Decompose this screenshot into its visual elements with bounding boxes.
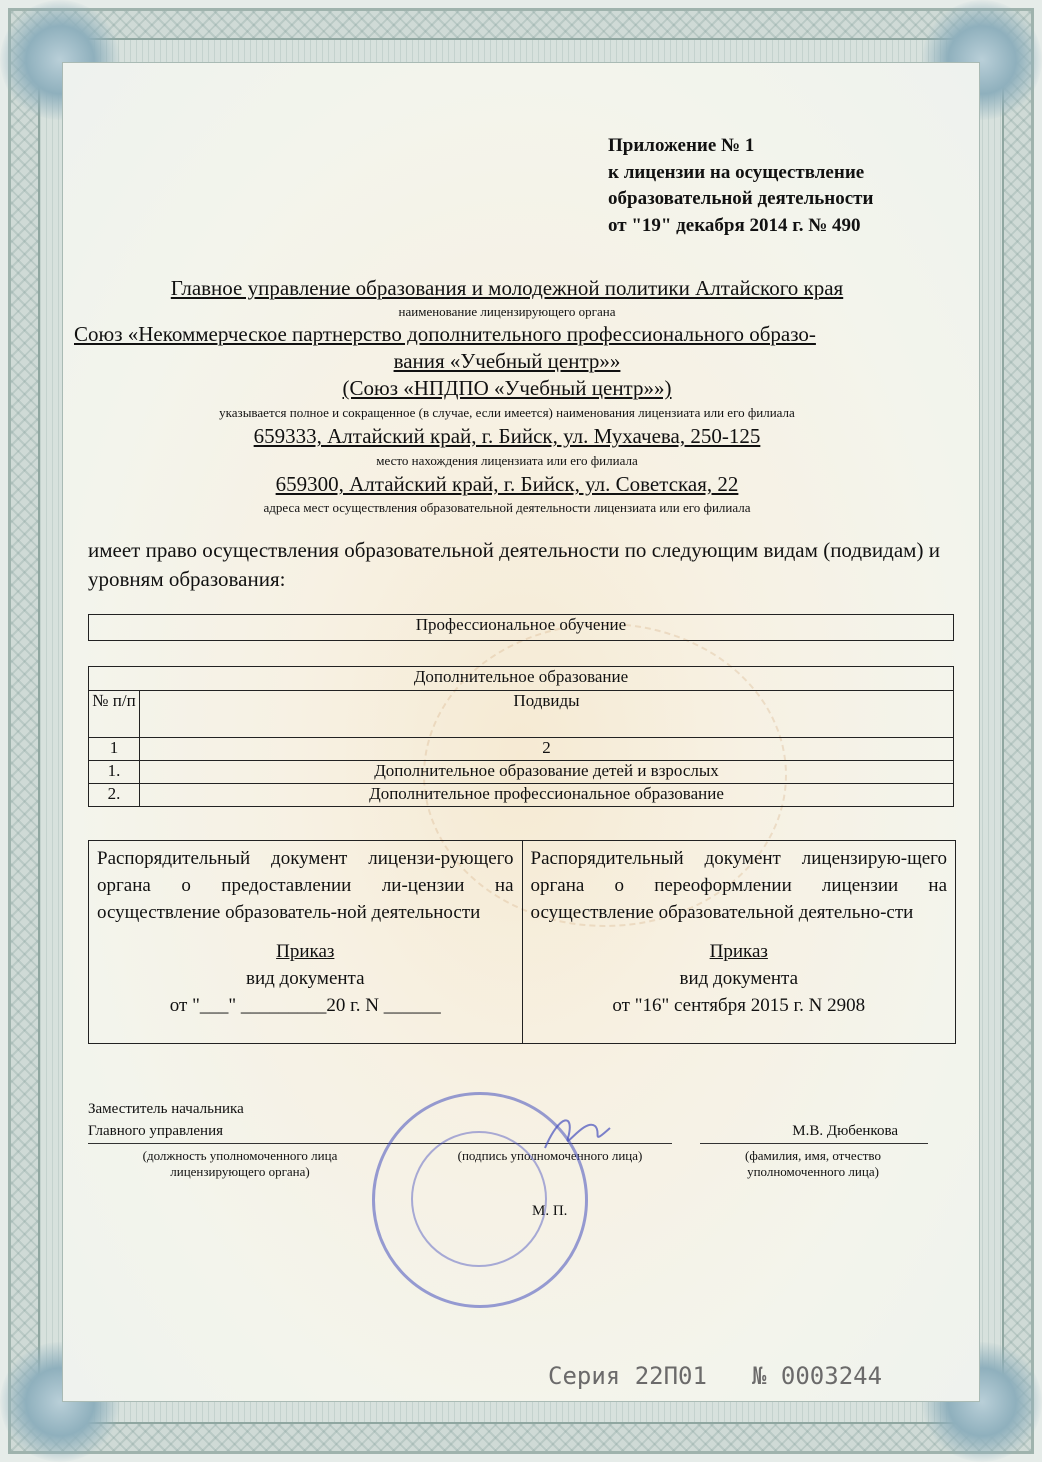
reissue-document-type: Приказ [709, 941, 768, 962]
name-caption: (фамилия, имя, отчество уполномоченного лица) [745, 1148, 881, 1179]
grant-document-date: от "___" _________20 г. N ______ [169, 995, 441, 1016]
name-rule [700, 1143, 928, 1144]
authority-name: Главное управление образования и молодежной политики Алтайского края [170, 276, 844, 300]
additional-education-table [88, 666, 954, 807]
num-row-cell: 1 [89, 738, 140, 761]
appendix-line: образовательной деятельности [608, 188, 874, 209]
form-number: № 0003244 [752, 1362, 883, 1390]
activity-address: 659300, Алтайский край, г. Бийск, ул. Советская, 22 [275, 472, 739, 496]
position-caption: (должность уполномоченного лица лицензирующего органа) [142, 1148, 338, 1179]
licensee-short-name: (Союз «НПДПО «Учебный центр»») [342, 376, 672, 400]
signature-caption: (подпись уполномоченного лица) [457, 1148, 643, 1163]
grant-document-desc: Распорядительный документ лицензи-рующего органа о предоставлении ли-цензии на осуществление образователь-ной деятельности [97, 848, 514, 923]
grant-document-type: Приказ [276, 941, 335, 962]
prof-training-cell: Профессиональное обучение [89, 615, 954, 641]
grant-document-type-caption: вид документа [245, 968, 365, 989]
signer-name: М.В. Дюбенкова [792, 1123, 898, 1139]
licensee-address: 659333, Алтайский край, г. Бийск, ул. Мухачева, 250-125 [253, 424, 761, 448]
activity-address-caption: адреса мест осуществления образовательной деятельности лицензиата или его филиала [263, 500, 751, 515]
table-row [89, 784, 954, 807]
appendix-line: к лицензии на осуществление [608, 161, 865, 183]
appendix-header [608, 133, 873, 239]
signer-position-line: Главного управления [88, 1123, 223, 1139]
documents-box [88, 840, 956, 1044]
handwritten-signature [540, 1108, 620, 1158]
col-number-header: № п/п [89, 691, 140, 738]
stamp-place: М. П. [532, 1203, 568, 1219]
reissue-document-type-caption: вид документа [679, 968, 799, 989]
rights-statement: имеет право осуществления образовательной деятельности по следующим видам (подвидам) и уровням образования: [88, 538, 940, 591]
num-row-cell: 2 [140, 738, 954, 761]
table-row [89, 761, 954, 784]
address-caption: место нахождения лицензиата или его филиала [376, 453, 638, 468]
row-number: 1. [89, 761, 140, 784]
col-subtypes-header: Подвиды [140, 691, 954, 738]
appendix-line: Приложение № 1 [608, 135, 755, 156]
licensee-name-line2: вания «Учебный центр»» [393, 349, 621, 373]
reissue-document [522, 841, 956, 1043]
authority-caption: наименование лицензирующего органа [398, 304, 616, 319]
series-label: Серия 22П01 [548, 1362, 707, 1390]
row-number: 2. [89, 784, 140, 807]
signer-position [88, 1098, 244, 1142]
grant-document [89, 841, 522, 1043]
row-name: Дополнительное профессиональное образование [140, 784, 954, 807]
additional-education-title: Дополнительное образование [89, 667, 954, 691]
appendix-line: от "19" декабря 2014 г. № 490 [608, 214, 861, 236]
licensee-caption: указывается полное и сокращенное (в случае, если имеется) наименования лицензиата или его филиала [219, 405, 795, 420]
prof-training-table [88, 614, 954, 641]
licensee-name-line1: Союз «Некоммерческое партнерство дополнительного профессионального образо- [74, 322, 816, 346]
reissue-document-desc: Распорядительный документ лицензирую-щего органа о переоформлении лицензии на осуществление образовательной деятельно-сти [530, 848, 947, 923]
signer-position-line: Заместитель начальника [88, 1101, 244, 1117]
reissue-document-date: от "16" сентября 2015 г. N 2908 [612, 995, 866, 1016]
row-name: Дополнительное образование детей и взрослых [140, 761, 954, 784]
